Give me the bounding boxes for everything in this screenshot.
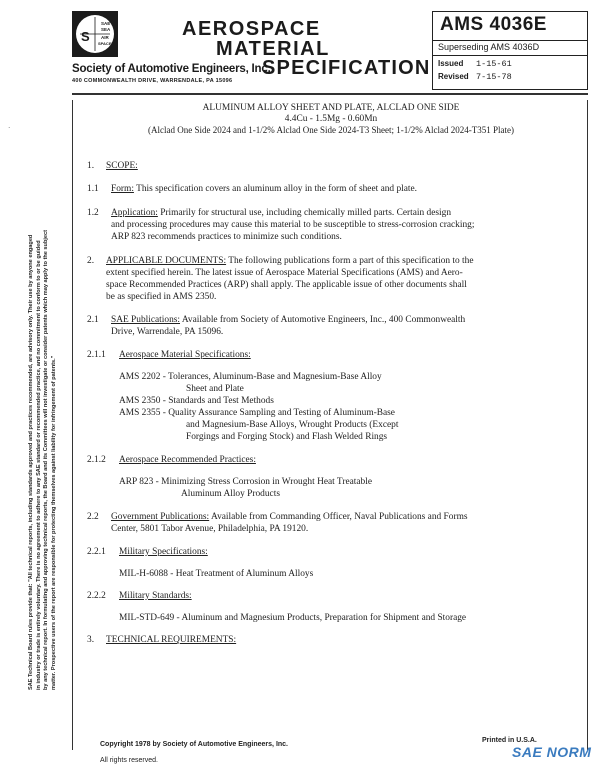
reference-item: AMS 2350 - Standards and Test Methods (119, 396, 274, 406)
doc-title: ALUMINUM ALLOY SHEET AND PLATE, ALCLAD ONE SIDE (202, 103, 460, 113)
para-text: The following publications form a part of this specification to the (228, 256, 474, 266)
issued-row (438, 59, 512, 69)
paragraph (106, 256, 474, 266)
revised-label: Revised (438, 72, 469, 81)
ams-number: AMS 4036E (440, 14, 547, 35)
sae-logo-icon (72, 11, 118, 57)
title-line: MATERIAL (216, 38, 330, 60)
rights: All rights reserved. (100, 757, 158, 764)
title-line: AEROSPACE (182, 18, 321, 40)
section-number: 2.2.1 (87, 547, 106, 557)
reference-item: Aluminum Alloy Products (181, 489, 280, 499)
revised-date: 7-15-78 (476, 72, 512, 82)
section-heading: TECHNICAL REQUIREMENTS: (106, 635, 237, 645)
para-label: Government Publications: (111, 512, 210, 522)
svg-text:AIR: AIR (101, 35, 109, 40)
para-label: Application: (111, 208, 158, 218)
title-line: SPECIFICATION (262, 57, 431, 79)
svg-text:SEA: SEA (101, 27, 111, 32)
para-text: extent specified herein. The latest issue of Aerospace Material Specifications (AMS) and Aero- (106, 268, 463, 278)
para-label: Form: (111, 184, 134, 194)
reference-item: AMS 2202 - Tolerances, Aluminum-Base and Magnesium-Base Alloy (119, 372, 382, 382)
reference-item: and Magnesium-Base Alloys, Wrought Products (Except (186, 420, 399, 430)
doc-composition: 4.4Cu - 1.5Mg - 0.60Mn (284, 114, 378, 124)
para-text: space Recommended Practices (ARP) shall apply. The applicable issue of other documents shall (106, 280, 467, 290)
reference-item: Sheet and Plate (186, 384, 244, 394)
legal-side-note (28, 110, 68, 690)
section-heading: Military Standards: (119, 591, 192, 601)
side-note-line: matter. Prospective users of the report are responsible for protecting themselves against liability for infringement of patents." (50, 355, 57, 690)
section-number: 2.2.2 (87, 591, 106, 601)
section-heading: Military Specifications: (119, 547, 208, 557)
paragraph (111, 208, 451, 218)
superseding: Superseding AMS 4036D (438, 42, 540, 52)
spec-id-box (432, 11, 588, 90)
reference-item: Forgings and Forging Stock) and Flash Welded Rings (186, 432, 388, 442)
document-header (72, 11, 588, 90)
para-text: and processing procedures may cause this material to be susceptible to stress-corrosion cracking; (111, 220, 475, 230)
section-number: 2.1.2 (87, 455, 106, 465)
svg-text:SPACE: SPACE (98, 41, 112, 46)
reference-item: AMS 2355 - Quality Assurance Sampling and Testing of Aluminum-Base (119, 408, 395, 418)
section-number: 2. (87, 256, 95, 266)
section-number: 2.1.1 (87, 350, 106, 360)
section-number: 1.1 (87, 184, 99, 194)
side-note-line: SAE Technical Board rules provide that: "All technical reports, including standards approved and practices recommended, are advisory only. Their use by anyone engaged (28, 234, 34, 690)
revised-row (438, 72, 512, 82)
section-number: 1. (87, 161, 95, 171)
paragraph (111, 184, 417, 194)
section-heading: Aerospace Recommended Practices: (119, 455, 256, 465)
doc-subtitle: (Alclad One Side 2024 and 1-1/2% Alclad One Side 2024-T3 Sheet; 1-1/2% Alclad 2024-T351 Plate) (148, 125, 514, 135)
society-address: 400 COMMONWEALTH DRIVE, WARRENDALE, PA 15096 (72, 78, 233, 84)
watermark-logo: SAE NORM (512, 744, 592, 760)
para-text: ARP 823 recommends practices to minimize such conditions. (111, 232, 342, 242)
printed-in: Printed in U.S.A. (482, 737, 537, 744)
para-text: Available from Society of Automotive Engineers, Inc., 400 Commonwealth (181, 315, 466, 325)
section-number: 2.2 (87, 512, 99, 522)
paragraph (111, 315, 465, 325)
section-heading: Aerospace Material Specifications: (119, 350, 251, 360)
section-heading: SCOPE: (106, 161, 138, 171)
section-number: 3. (87, 635, 95, 645)
document-body (72, 100, 588, 750)
copyright: Copyright 1978 by Society of Automotive Engineers, Inc. (100, 741, 289, 748)
reference-item: MIL-STD-649 - Aluminum and Magnesium Products, Preparation for Shipment and Storage (119, 613, 467, 623)
para-text: Center, 5801 Tabor Avenue, Philadelphia, PA 19120. (111, 524, 309, 534)
issued-label: Issued (438, 59, 464, 68)
section-number: 1.2 (87, 208, 99, 218)
para-text: be as specified in AMS 2350. (106, 292, 217, 302)
society-name: Society of Automotive Engineers, Inc. (72, 63, 271, 75)
section-number: 2.1 (87, 315, 99, 325)
side-note-line: by any technical report. In formulating and approving technical reports, the Board and its Committees will not investigate or consider patents which may apply to the subject (43, 229, 49, 690)
reference-item: ARP 823 - Minimizing Stress Corrosion in Wrought Heat Treatable (119, 477, 372, 487)
para-text: This specification covers an aluminum alloy in the form of sheet and plate. (136, 184, 418, 194)
svg-text:S: S (81, 29, 90, 44)
para-label: SAE Publications: (111, 315, 181, 325)
paragraph (111, 512, 468, 522)
margin-mark: · (8, 124, 11, 132)
para-text: Drive, Warrendale, PA 15096. (111, 327, 224, 337)
issued-date: 1-15-61 (476, 59, 512, 69)
header-rule (72, 93, 588, 95)
reference-item: MIL-H-6088 - Heat Treatment of Aluminum Alloys (119, 569, 314, 579)
side-note-line: in industry or trade is entirely voluntary. There is no agreement to adhere to any SAE standard or recommended practice, and no commitment to conform to or be guided (35, 240, 42, 690)
section-heading: APPLICABLE DOCUMENTS: (106, 256, 227, 266)
para-text: Available from Commanding Officer, Naval Publications and Forms (211, 512, 468, 522)
svg-text:SAE: SAE (101, 21, 111, 26)
para-text: Primarily for structural use, including chemically milled parts. Certain design (160, 208, 452, 218)
